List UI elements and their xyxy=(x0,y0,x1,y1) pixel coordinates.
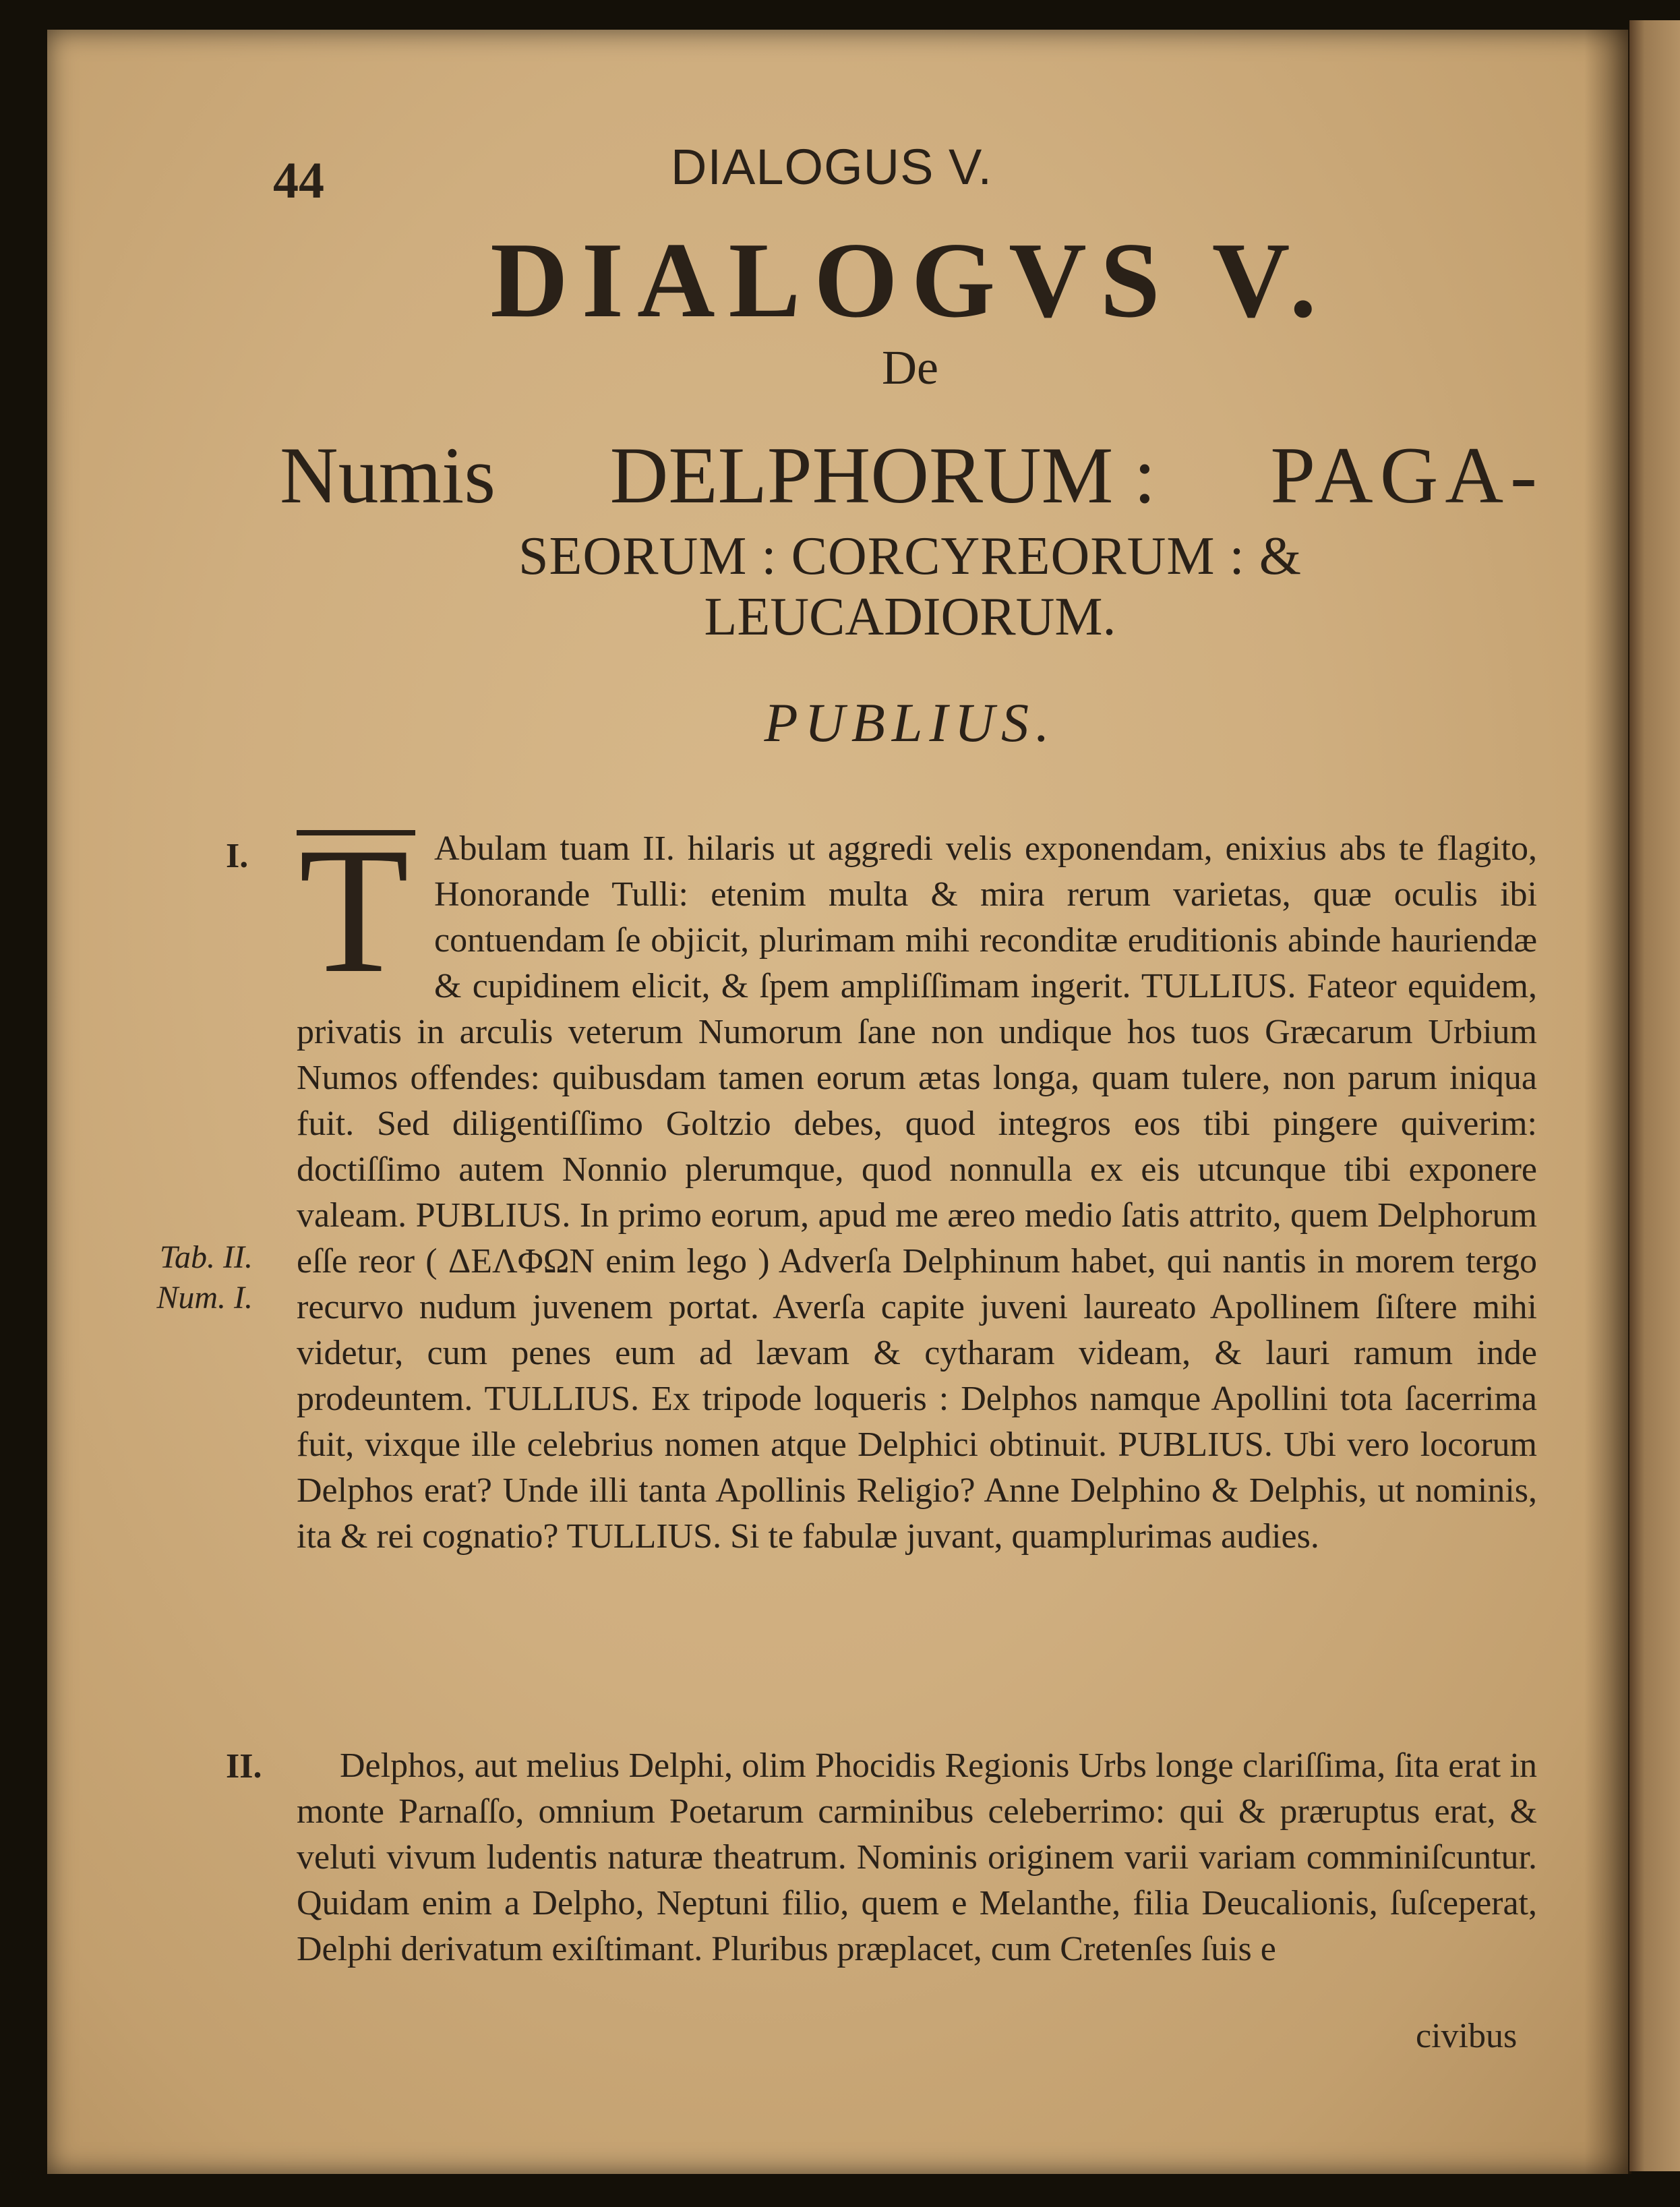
running-head xyxy=(0,138,1680,209)
section-2-paragraph: Delphos, aut melius Delphi, olim Phocidis Regionis Urbs longe clariſſima, ſita erat in monte Parnaſſo, omnium Poetarum carminibus celeberrimo: qui & præruptus erat, & veluti vivum ludentis naturæ theatrum. Nominis originem varii variam comminiſcuntur. Quidam enim a Delpho, Neptuni filio, quem e Melanthe, filia Deucalionis, ſuſceperat, Delphi derivatum exiſtimant. Pluribus præplacet, cum Cretenſes ſuis e xyxy=(297,1746,1537,1968)
section-number-2: II. xyxy=(226,1747,262,1786)
catchword: civibus xyxy=(1416,2017,1518,2055)
margin-ref-tab: Tab. II. xyxy=(159,1239,253,1275)
title-de: De xyxy=(882,341,938,394)
section-2-text xyxy=(297,1743,1537,1972)
main-title: DIALOGVS V. xyxy=(490,220,1330,340)
subtitle-line-2: SEORUM : CORCYREORUM : & xyxy=(518,527,1302,586)
section-1-paragraph: Abulam tuam II. hilaris ut aggredi velis exponendam, enixius abs te flagito, Honorande Tulli: etenim multa & mira rerum varietas, quæ oculis ibi contuendam ſe objicit, plurimam mihi reconditæ eruditionis abinde hauriendæ & cupidinem elicit, & ſpem ampliſſimam ingerit. TULLIUS. Fateor equidem, privatis in arculis veterum Numorum ſane non undique hos tuos Græcarum Urbium Numos offendes: quibusdam tamen eorum ætas longa, quam tulere, non parum iniqua fuit. Sed diligentiſſimo Goltzio debes, quod integros eos tibi pingere quiverim: doctiſſimo autem Nonnio plerumque, quod nonnulla ex eis utcunque tibi exponere valeam. PUBLIUS. In primo eorum, apud me æreo medio ſatis attrito, quem Delphorum eſſe reor ( ΔΕΛΦΩΝ enim lego ) Adverſa Delphinum habet, qui nantis in morem tergo recurvo nudum juvenem portat. Averſa capite juveni laureato Apollinem ſiſtere mihi videtur, cum penes eum ad lævam & cytharam videam, & lauri ramum inde prodeuntem. TULLIUS. Ex tripode loqueris : Delphos namque Apollini tota ſacerrima fuit, vixque ille celebrius nomen atque Delphici obtinuit. PUBLIUS. Ubi vero locorum Delphos erat? Unde illi tanta Apollinis Religio? Anne Delphino & Delphis, ut nominis, ita & rei cognatio? TULLIUS. Si te fabulæ juvant, quamplurimas audies. xyxy=(297,829,1537,1556)
title-block xyxy=(270,220,1551,398)
drop-cap: T xyxy=(297,830,415,992)
subtitle-line-1 xyxy=(280,432,1544,519)
running-title: DIALOGUS V. xyxy=(671,139,993,195)
subtitle-delphorum: DELPHORUM : xyxy=(609,430,1156,520)
section-number-1: I. xyxy=(226,837,249,875)
speaker-heading: PUBLIUS. xyxy=(764,692,1056,753)
section-1-text xyxy=(297,810,1537,1560)
gutter-shadow xyxy=(1584,30,1631,2174)
subtitle-line-3: LEUCADIORUM. xyxy=(704,587,1116,647)
margin-reference xyxy=(125,1237,253,1318)
page-number: 44 xyxy=(273,152,324,209)
margin-ref-num: Num. I. xyxy=(156,1280,253,1316)
next-page-edge xyxy=(1629,20,1680,2171)
subtitle-paga: PAGA- xyxy=(1270,430,1544,520)
subtitle-numis: Numis xyxy=(280,430,496,520)
